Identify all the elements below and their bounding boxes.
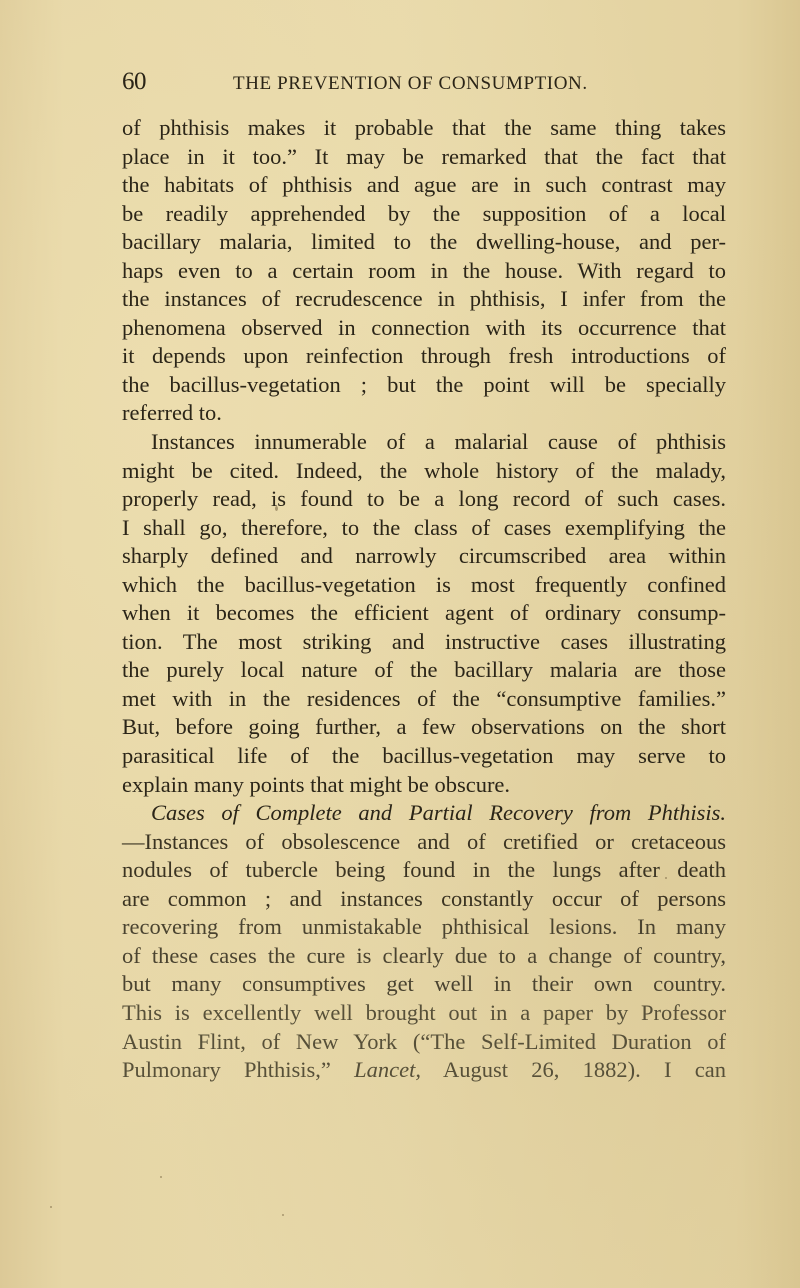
section-heading: Cases of Complete and Partial Recovery from Phthisis. [151, 800, 726, 826]
text-line: the instances of recrudescence in phthisis, I infer from the [122, 286, 726, 312]
text-line: This is excellently well brought out in a paper by Professor [122, 999, 726, 1025]
text-line: place in it too.” It may be remarked that the fact that [122, 143, 726, 169]
running-head [122, 68, 726, 98]
paper-speck [160, 1176, 162, 1178]
text-line: properly read, is found to be a long record of such cases. [122, 486, 726, 512]
citation-text: Pulmonary Phthisis,” [122, 1057, 355, 1083]
paper-speck [665, 877, 667, 879]
paragraph-end-line: explain many points that might be obscure. [122, 771, 511, 797]
text-line: bacillary malaria, limited to the dwelling-house, and per- [122, 229, 726, 255]
text-line: met with in the residences of the “consumptive families.” [122, 685, 726, 711]
text-line: which the bacillus-vegetation is most frequently confined [122, 571, 726, 597]
text-line: parasitical life of the bacillus-vegetation may serve to [122, 743, 726, 769]
text-line: I shall go, therefore, to the class of cases exemplifying the [122, 514, 726, 540]
text-line: Austin Flint, of New York (“The Self-Limited Duration of [122, 1028, 726, 1054]
text-line-with-citation [122, 1056, 726, 1085]
paragraph-start-line: Instances innumerable of a malarial cause of phthisis [151, 429, 726, 455]
text-line: the bacillus-vegetation ; but the point will be specially [122, 371, 726, 397]
text-line: tion. The most striking and instructive cases illustrating [122, 628, 726, 654]
text-line: haps even to a certain room in the house. With regard to [122, 257, 726, 283]
running-title: THE PREVENTION OF CONSUMPTION. [233, 73, 588, 94]
text-line: it depends upon reinfection through fresh introductions of [122, 343, 726, 369]
paragraph-end-line: referred to. [122, 400, 222, 426]
citation-date: August 26, 1882). I can [421, 1057, 726, 1083]
text-line: the purely local nature of the bacillary malaria are those [122, 657, 726, 683]
text-line: phenomena observed in connection with its occurrence that [122, 314, 726, 340]
text-line: are common ; and instances constantly occur of persons [122, 885, 726, 911]
text-line: sharply defined and narrowly circumscribed area within [122, 543, 726, 569]
text-line: when it becomes the efficient agent of ordinary consump- [122, 600, 726, 626]
text-line: be readily apprehended by the supposition of a local [122, 200, 726, 226]
journal-name: Lancet, [354, 1057, 422, 1083]
text-line: but many consumptives get well in their own country. [122, 971, 726, 997]
text-line: nodules of tubercle being found in the lungs after death [122, 857, 726, 883]
text-line: the habitats of phthisis and ague are in such contrast may [122, 172, 726, 198]
text-line: recovering from unmistakable phthisical lesions. In many [122, 914, 726, 940]
body-text [122, 114, 726, 1085]
text-line: of phthisis makes it probable that the same thing takes [122, 115, 726, 140]
text-line: might be cited. Indeed, the whole history of the malady, [122, 457, 726, 483]
paper-speck [282, 1214, 284, 1216]
paper-speck [50, 1206, 52, 1208]
text-line: —Instances of obsolescence and of cretified or cretaceous [122, 828, 726, 854]
page-number: 60 [122, 68, 146, 95]
text-line: But, before going further, a few observations on the short [122, 714, 726, 740]
paper-speck [275, 506, 278, 511]
text-line: of these cases the cure is clearly due to a change of country, [122, 942, 726, 968]
